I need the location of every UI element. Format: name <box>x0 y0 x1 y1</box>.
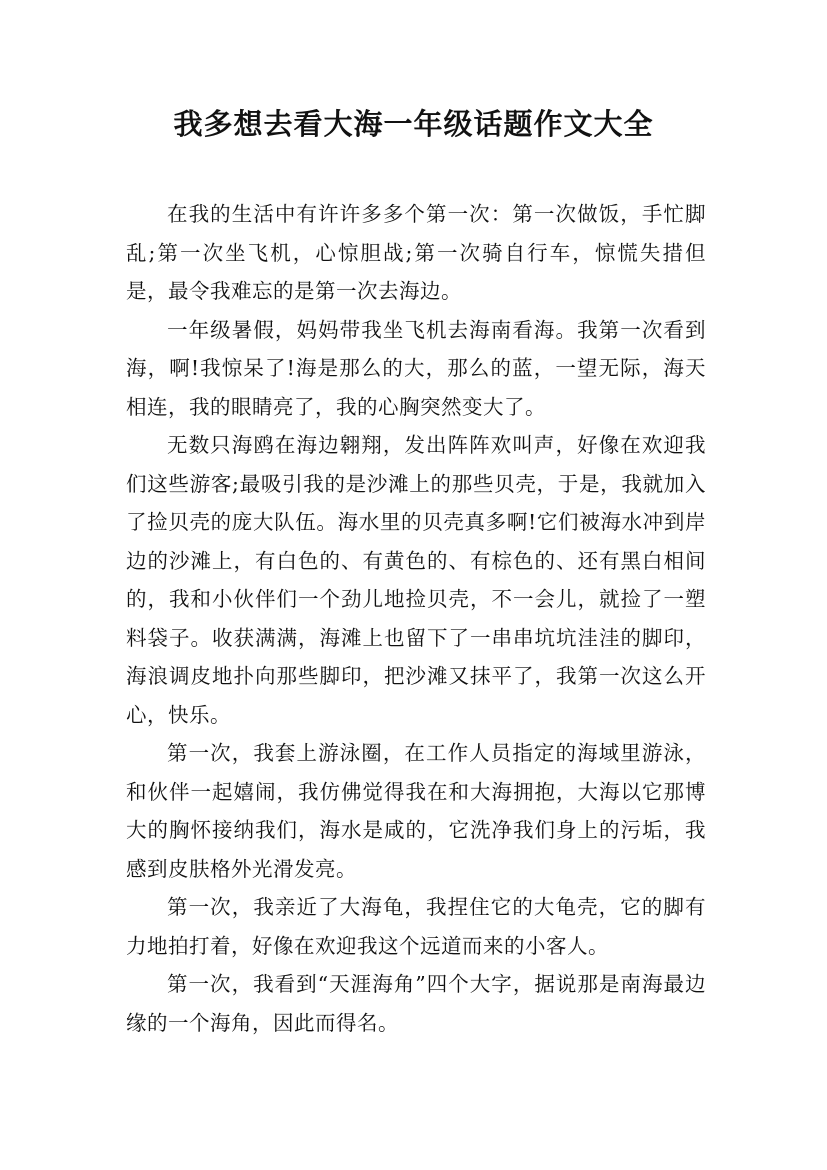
paragraph-5: 第一次，我亲近了大海龟，我捏住它的大龟壳，它的脚有力地拍打着，好像在欢迎我这个远道而来的小客人。 <box>126 895 706 958</box>
paragraph-6: 第一次，我看到“天涯海角”四个大字，据说那是南海最边缘的一个海角，因此而得名。 <box>126 972 706 1035</box>
article-body <box>126 195 706 1042</box>
page-title: 我多想去看大海一年级话题作文大全 <box>173 107 654 141</box>
paragraph-2: 一年级暑假，妈妈带我坐飞机去海南看海。我第一次看到海，啊!我惊呆了!海是那么的大，那么的蓝，一望无际，海天相连，我的眼睛亮了，我的心胸突然变大了。 <box>126 317 706 419</box>
paragraph-3: 无数只海鸥在海边翱翔，发出阵阵欢叫声，好像在欢迎我们这些游客;最吸引我的是沙滩上的那些贝壳，于是，我就加入了捡贝壳的庞大队伍。海水里的贝壳真多啊!它们被海水冲到岸边的沙滩上，有白色的、有黄色的、有棕色的、还有黑白相间的，我和小伙伴们一个劲儿地捡贝壳，不一会儿，就捡了一塑料袋子。收获满满，海滩上也留下了一串串坑坑洼洼的脚印，海浪调皮地扑向那些脚印，把沙滩又抹平了，我第一次这么开心，快乐。 <box>126 433 706 727</box>
paragraph-1: 在我的生活中有许许多多个第一次：第一次做饭，手忙脚乱;第一次坐飞机，心惊胆战;第一次骑自行车，惊慌失措但是，最令我难忘的是第一次去海边。 <box>126 202 706 303</box>
paragraph-4: 第一次，我套上游泳圈，在工作人员指定的海域里游泳，和伙伴一起嬉闹，我仿佛觉得我在和大海拥抱，大海以它那博大的胸怀接纳我们，海水是咸的，它洗净我们身上的污垢，我感到皮肤格外光滑发亮。 <box>126 741 706 881</box>
